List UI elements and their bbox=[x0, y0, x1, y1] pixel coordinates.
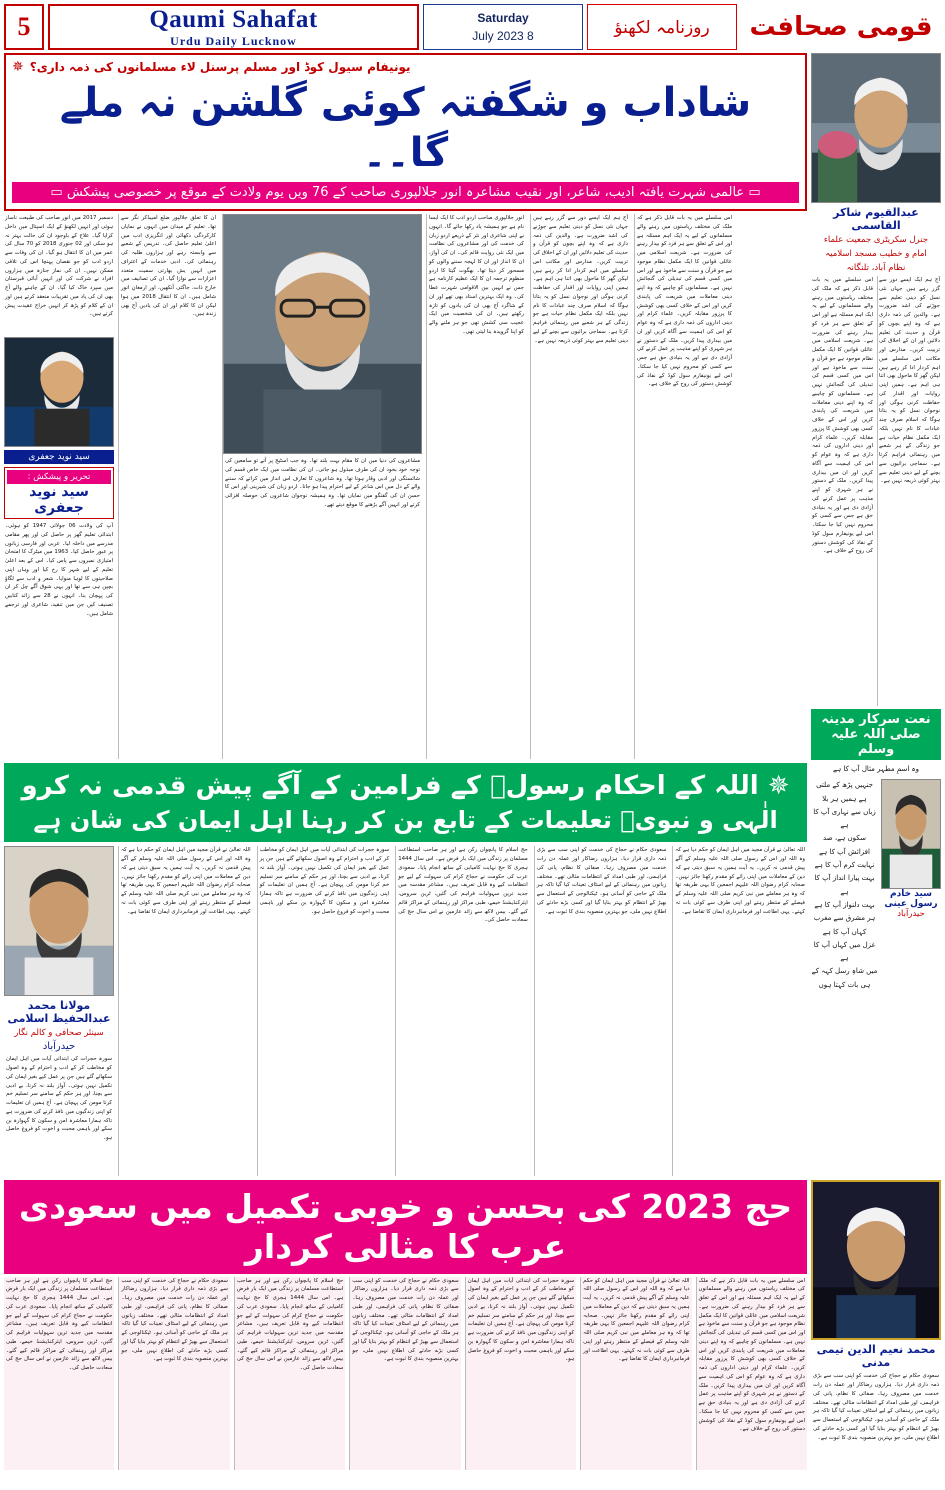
left-rail-text-1: اس سلسلے میں یہ بات قابل ذکر ہے کہ ملک کی مختلف ریاستوں میں رہنے والے مسلمانوں کے لیے یہ ایک اہم مسئلہ ہے اور اس کے تعلق سے ہر فرد کو بیدار رہنے کی ضرورت ہے۔ شریعت اسلامی میں عائلی قوانین کا ایک مکمل نظام موجود ہے جو قرآن و سنت سے ماخوذ ہے اور اس میں کسی قسم کی تبدیلی کی گنجائش نہیں ہے۔ مسلمانوں کو چاہیے کہ وہ اپنے دینی معاملات میں شریعت کی پابندی کریں اور اس کے خلاف کسی بھی کوشش کا پرزور مقابلہ کریں۔ علماء کرام اور دینی اداروں کی ذمہ داری ہے کہ وہ عوام کو اس کی اہمیت سے آگاہ کریں اور ان میں بیداری پیدا کریں۔ ملک کے دستور نے ہر شہری کو اپنے مذہب پر عمل کرنے کی آزادی دی ہے اور یہ بنیادی حق ہے جس سے کسی کو محروم نہیں کیا جا سکتا۔ اس لیے یونیفارم سول کوڈ کے نفاذ کی کوشش دستور کی روح کے خلاف ہے۔ bbox=[812, 277, 873, 555]
author-photo-caption: سید نوید جعفری bbox=[4, 450, 114, 464]
byline-name-hafeez: مولانا محمد عبدالحفیظ اسلامی bbox=[7, 999, 111, 1026]
bottom-col-4: سعودی حکام نے حجاج کی خدمت کو اپنی سب سے بڑی ذمہ داری قرار دیا۔ ہزاروں رضاکار اور عملہ دن رات خدمت میں مصروف رہا۔ صفائی کا نظام، پانی کی فراہمی، اور طبی امداد کے انتظامات مثالی تھے۔ مختلف زبانوں میں رہنمائی کے لیے اسٹاف تعینات کیا گیا تاکہ ہر ملک کے حاجی کو آسانی ہو۔ ٹیکنالوجی کے استعمال سے بھیڑ کے انتظام کو بہتر بنایا گیا اور کسی بڑے حادثے کی اطلاع نہیں ملی، جو بہترین منصوبہ بندی کا ثبوت ہے۔ bbox=[349, 1277, 460, 1471]
byline-line1-shakir: جنرل سکریٹری جمعیت علماء bbox=[823, 235, 929, 245]
paper-name-en: Qaumi Sahafat bbox=[149, 5, 318, 33]
paper-name-ur-small: روزنامہ لکھنؤ bbox=[587, 4, 737, 50]
column-mid-2-text: اللہ تعالیٰ نے قرآن مجید میں اہل ایمان کو حکم دیا ہے کہ وہ اللہ اور اس کے رسول صلی اللہ علیہ وسلم کے آگے پیش قدمی نہ کریں۔ یہ آیت ہمیں یہ سبق دیتی ہے کہ دین کے معاملات میں اپنی رائے کو مقدم رکھنا جائز نہیں۔ صحابہ کرام رضوان اللہ علیہم اجمعین کا یہی طریقہ تھا کہ وہ ہر معاملے میں نبی کریم صلی اللہ علیہ وسلم کے فیصلے کے منتظر رہتے اور اپنی طرف سے کوئی بات نہ کہتے۔ یہی اطاعت اور فرمانبرداری ایمان کا تقاضا ہے۔ bbox=[121, 847, 251, 915]
column-mid-4-text: حج اسلام کا پانچواں رکن ہے اور ہر صاحب استطاعت مسلمان پر زندگی میں ایک بار فرض ہے۔ اس سال 1444 ہجری کا حج نہایت کامیابی کے ساتھ انجام پایا۔ سعودی عرب کی حکومت نے حجاج کرام کی سہولت کے لیے جو انتظامات کیے وہ قابل تعریف ہیں۔ مشاعر مقدسہ میں جدید ترین سہولیات فراہم کی گئیں، ٹرین سروس، ایئرکنڈیشنڈ خیمے، طبی مراکز اور رہنمائی کے مراکز قائم کیے گئے۔ بیس لاکھ سے زائد عازمین نے اس سال حج کی سعادت حاصل کی۔ bbox=[398, 847, 528, 924]
bottom-columns bbox=[4, 1277, 807, 1471]
byline-pink-label: تحریر و پیشکش : bbox=[7, 470, 111, 484]
bottom-banner-headline: حج 2023 کی بحسن و خوبی تکمیل میں سعودی عرب کا مثالی کردار bbox=[4, 1180, 807, 1273]
naat-verse-6: ہر مشرق سے مغرب کہاں آپ کا ہے bbox=[813, 914, 876, 936]
column-5-text: آج ہم ایک ایسے دور سے گزر رہے ہیں جہاں نئی نسل کو دینی تعلیم سے جوڑنے کی اشد ضرورت ہے۔ والدین کی ذمہ داری ہے کہ وہ اپنے بچوں کو قرآن و حدیث کی تعلیم دلائیں اور ان کے اخلاق کی تربیت کریں۔ مدارس اور مکاتب اس سلسلے میں اہم کردار ادا کر رہے ہیں لیکن گھر کا ماحول بھی اتنا ہی اہم ہے۔ ہمیں اپنی روایات اور اقدار کی حفاظت کرنی ہوگی اور نوجوان نسل کو یہ بتانا ہوگا کہ اسلام صرف چند عبادات کا نام نہیں بلکہ ایک مکمل نظام حیات ہے جو زندگی کے ہر شعبے میں رہنمائی فراہم کرتا ہے۔ سماجی برائیوں سے بچنے کے لیے دینی تعلیم سے بہتر کوئی ذریعہ نہیں ہے۔ bbox=[533, 215, 628, 344]
green-banner bbox=[4, 763, 807, 842]
portrait-illustration-5 bbox=[813, 1182, 939, 1338]
portrait-illustration-3 bbox=[812, 54, 940, 202]
naat-body bbox=[811, 779, 941, 992]
lead-headline-block bbox=[4, 53, 807, 211]
column-2 bbox=[118, 214, 218, 759]
byline-line2-shakir: امام و خطیب مسجد اسلامیہ bbox=[825, 249, 927, 259]
naat-title: وہ اسمِ مطہر مثال آپ کا ہے bbox=[832, 765, 920, 773]
column-4 bbox=[426, 214, 526, 759]
column-mid-3 bbox=[257, 846, 392, 1176]
portrait-illustration-4 bbox=[882, 780, 940, 888]
column-middle-author bbox=[4, 846, 114, 1176]
column-5 bbox=[530, 214, 630, 759]
column-2-text: ان کا تعلق جلالپور ضلع امبیڈکر نگر سے تھا۔ تعلیم کے میدان میں انہوں نے نمایاں کارکردگی دکھائی اور انگریزی ادب میں اعلیٰ تعلیم حاصل کی۔ تدریس کے شعبے سے وابستہ رہے اور ہزاروں طلبہ کی رہنمائی کی۔ ادبی خدمات کے اعتراف میں انہیں یش بھارتی سمیت متعدد اعزازات سے نوازا گیا۔ ان کی تصانیف میں خارجِ ذات، جاگتی آنکھیں، اور ارمغانِ انور شامل ہیں۔ ان کا انتقال 2018 میں ہوا لیکن ان کا کلام اور ان کی یادیں آج بھی زندہ ہیں۔ bbox=[121, 215, 216, 318]
green-banner-line1 bbox=[12, 769, 799, 804]
star-icon: ✵ bbox=[12, 59, 24, 75]
green-banner-line1-text: اللہ کے احکام رسولؐ کے فرامین کے آگے پیش قدمی نہ کرو bbox=[21, 771, 759, 801]
naat-verse-5: بہت دلنواز آپ کا ہے bbox=[814, 900, 875, 909]
column-main-text: مشاعروں کی دنیا میں ان کا مقام بہت بلند تھا۔ وہ جب اسٹیج پر آتے تو سامعین کی توجہ خود بخود ان کی طرف مبذول ہو جاتی۔ ان کی نظامت میں ایک خاص قسم کی شائستگی اور ادبی وقار ہوتا تھا۔ وہ شاعروں کا تعارف اس انداز میں کراتے کہ سننے والے کے دل میں اس شاعر کے لیے احترام پیدا ہو جاتا۔ اردو زبان کی شیرینی اور اس کا حسن ان کی گفتگو میں نمایاں تھا۔ وہ ہمیشہ نوجوان شاعروں کی حوصلہ افزائی کرتے اور انہیں آگے بڑھنے کا موقع دیتے تھے۔ bbox=[225, 458, 420, 508]
naat-verse-0: جنہیں پڑھ کے ملتی ہے ہمیں ہر بلا bbox=[816, 781, 873, 803]
byline-line3-shakir: نظام آباد، تلنگانہ bbox=[846, 263, 906, 273]
right-col-text-2: آپ کی ولادت 06 جولائی 1947 کو ہوئی۔ ابتدائی تعلیم گھر پر حاصل کی اور پھر مقامی مدرسے میں داخلہ لیا۔ عربی اور فارسی زبانوں پر عبور حاصل کیا۔ 1963 میں میٹرک کا امتحان امتیازی نمبروں سے پاس کیا۔ اس کے بعد اعلیٰ تعلیم کے لیے شہر کا رخ کیا اور وہاں اپنی صلاحیتوں کا لوہا منوایا۔ شعر و ادب سے لگاؤ بچپن ہی سے تھا اور یہی شوق آگے چل کر ان کی پہچان بنا۔ انہوں نے 28 سے زائد کتابیں تصنیف کیں جن میں تنقید، شاعری اور ترجمے شامل ہیں۔ bbox=[5, 523, 113, 617]
naat-verse-4: بہت پیارا انداز آپ کا ہے bbox=[814, 874, 875, 896]
column-mid-5 bbox=[534, 846, 669, 1176]
top-article-grid bbox=[4, 214, 807, 759]
byline-name-shakir: عبدالقیوم شاکر القاسمی bbox=[833, 206, 919, 232]
byline-box-naved bbox=[4, 467, 114, 519]
byline-name-naeem: محمد نعیم الدین تیمی مدنی bbox=[816, 1343, 936, 1370]
column-mid-6 bbox=[672, 846, 807, 1176]
column-mid-3-text: سورہ حجرات کی ابتدائی آیات میں اہل ایمان کو مخاطب کر کے ادب و احترام کے وہ اصول سکھائے گئے ہیں جن پر عمل کیے بغیر ایمان کی تکمیل نہیں ہوتی۔ آواز بلند نہ کرنا، بے ادبی سے بچنا، اور ہر حکم کے سامنے سر تسلیم خم کرنا مومن کی پہچان ہے۔ آج ہمیں ان تعلیمات کو اپنی زندگیوں میں نافذ کرنے کی ضرورت ہے تاکہ ہمارا معاشرہ امن و سکون کا گہوارہ بن سکے اور باہمی محبت و اخوت کو فروغ حاصل ہو۔ bbox=[259, 847, 390, 915]
column-right-author bbox=[4, 214, 114, 759]
byline-name-khadim: سید خادم رسول عینی bbox=[884, 889, 938, 910]
column-6 bbox=[634, 214, 734, 759]
author-photo-qayyum-shakir bbox=[811, 53, 941, 203]
portrait-illustration-main bbox=[224, 215, 421, 453]
bottom-col-7: اس سلسلے میں یہ بات قابل ذکر ہے کہ ملک کی مختلف ریاستوں میں رہنے والے مسلمانوں کے لیے یہ ایک اہم مسئلہ ہے اور اس کے تعلق سے ہر فرد کو بیدار رہنے کی ضرورت ہے۔ شریعت اسلامی میں عائلی قوانین کا ایک مکمل نظام موجود ہے جو قرآن و سنت سے ماخوذ ہے اور اس میں کسی قسم کی تبدیلی کی گنجائش نہیں ہے۔ مسلمانوں کو چاہیے کہ وہ اپنے دینی معاملات میں شریعت کی پابندی کریں اور اس کے خلاف کسی بھی کوشش کا پرزور مقابلہ کریں۔ علماء کرام اور دینی اداروں کی ذمہ داری ہے کہ وہ عوام کو اس کی اہمیت سے آگاہ کریں اور ان میں بیداری پیدا کریں۔ ملک کے دستور نے ہر شہری کو اپنے مذہب پر عمل کرنے کی آزادی دی ہے اور یہ بنیادی حق ہے جس سے کسی کو محروم نہیں کیا جا سکتا۔ اس لیے یونیفارم سول کوڈ کے نفاذ کی کوشش دستور کی روح کے خلاف ہے۔ bbox=[696, 1277, 807, 1471]
subband-square-icon: ▭ bbox=[748, 185, 761, 200]
lead-kicker-text: یونیفام سیول کوڈ اور مسلم پرسنل لاء مسلمانوں کی ذمہ داری؟ bbox=[29, 60, 411, 74]
mid-author-text: سورہ حجرات کی ابتدائی آیات میں اہل ایمان کو مخاطب کر کے ادب و احترام کے وہ اصول سکھائے گئے ہیں جن پر عمل کیے بغیر ایمان کی تکمیل نہیں ہوتی۔ آواز بلند نہ کرنا، بے ادبی سے بچنا، اور ہر حکم کے سامنے سر تسلیم خم کرنا مومن کی پہچان ہے۔ آج ہمیں ان تعلیمات کو اپنی زندگیوں میں نافذ کرنے کی ضرورت ہے تاکہ ہمارا معاشرہ امن و سکون کا گہوارہ بن سکے اور باہمی محبت و اخوت کو فروغ حاصل ہو۔ bbox=[6, 1056, 112, 1142]
lead-subband bbox=[12, 182, 799, 203]
author-photo-khadim-rasool bbox=[881, 779, 941, 889]
paper-name-ur: قومی صحافت bbox=[749, 12, 933, 42]
paper-sub-en: Urdu Daily Lucknow bbox=[170, 33, 297, 48]
main-photo-anwar-jalalpuri bbox=[223, 214, 422, 454]
column-mid-6-text: اللہ تعالیٰ نے قرآن مجید میں اہل ایمان کو حکم دیا ہے کہ وہ اللہ اور اس کے رسول صلی اللہ علیہ وسلم کے آگے پیش قدمی نہ کریں۔ یہ آیت ہمیں یہ سبق دیتی ہے کہ دین کے معاملات میں اپنی رائے کو مقدم رکھنا جائز نہیں۔ صحابہ کرام رضوان اللہ علیہم اجمعین کا یہی طریقہ تھا کہ وہ ہر معاملے میں نبی کریم صلی اللہ علیہ وسلم کے فیصلے کے منتظر رہتے اور اپنی طرف سے کوئی بات نہ کہتے۔ یہی اطاعت اور فرمانبرداری ایمان کا تقاضا ہے۔ bbox=[675, 847, 805, 915]
byline-city-hafeez: حیدرآباد bbox=[42, 1041, 76, 1053]
subband-square-icon-2: ▭ bbox=[50, 185, 63, 200]
naat-verse-1: زباں سے نہاری آپ کا ہے bbox=[813, 807, 876, 830]
left-rail-text-2: آج ہم ایک ایسے دور سے گزر رہے ہیں جہاں نئی نسل کو دینی تعلیم سے جوڑنے کی اشد ضرورت ہے۔ والدین کی ذمہ داری ہے کہ وہ اپنے بچوں کو قرآن و حدیث کی تعلیم دلائیں اور ان کے اخلاق کی تربیت کریں۔ مدارس اور مکاتب اس سلسلے میں اہم کردار ادا کر رہے ہیں لیکن گھر کا ماحول بھی اتنا ہی اہم ہے۔ ہمیں اپنی روایات اور اقدار کی حفاظت کرنی ہوگی اور نوجوان نسل کو یہ بتانا ہوگا کہ اسلام صرف چند عبادات کا نام نہیں بلکہ ایک مکمل نظام حیات ہے جو زندگی کے ہر شعبے میں رہنمائی فراہم کرتا ہے۔ سماجی برائیوں سے بچنے کے لیے دینی تعلیم سے بہتر کوئی ذریعہ نہیں ہے۔ bbox=[877, 276, 941, 706]
column-main-photo bbox=[222, 214, 422, 759]
byline-role-hafeez: سینئر صحافی و کالم نگار bbox=[14, 1028, 104, 1039]
bottom-col-2: سعودی حکام نے حجاج کی خدمت کو اپنی سب سے بڑی ذمہ داری قرار دیا۔ ہزاروں رضاکار اور عملہ دن رات خدمت میں مصروف رہا۔ صفائی کا نظام، پانی کی فراہمی، اور طبی امداد کے انتظامات مثالی تھے۔ مختلف زبانوں میں رہنمائی کے لیے اسٹاف تعینات کیا گیا تاکہ ہر ملک کے حاجی کو آسانی ہو۔ ٹیکنالوجی کے استعمال سے بھیڑ کے انتظام کو بہتر بنایا گیا اور کسی بڑے حادثے کی اطلاع نہیں ملی، جو بہترین منصوبہ بندی کا ثبوت ہے۔ bbox=[118, 1277, 229, 1471]
author-photo-naeemuddin bbox=[811, 1180, 941, 1340]
page-number: 5 bbox=[4, 4, 44, 50]
byline-name-naved: سید نوید جعفری bbox=[29, 484, 89, 516]
bottom-author-rail bbox=[811, 1180, 941, 1470]
author-photo-abdul-hafeez bbox=[4, 846, 114, 996]
column-6-text: اس سلسلے میں یہ بات قابل ذکر ہے کہ ملک کی مختلف ریاستوں میں رہنے والے مسلمانوں کے لیے یہ ایک اہم مسئلہ ہے اور اس کے تعلق سے ہر فرد کو بیدار رہنے کی ضرورت ہے۔ شریعت اسلامی میں عائلی قوانین کا ایک مکمل نظام موجود ہے جو قرآن و سنت سے ماخوذ ہے اور اس میں کسی قسم کی تبدیلی کی گنجائش نہیں ہے۔ مسلمانوں کو چاہیے کہ وہ اپنے دینی معاملات میں شریعت کی پابندی کریں اور اس کے خلاف کسی بھی کوشش کا پرزور مقابلہ کریں۔ علماء کرام اور دینی اداروں کی ذمہ داری ہے کہ وہ عوام کو اس کی اہمیت سے آگاہ کریں اور ان میں بیداری پیدا کریں۔ ملک کے دستور نے ہر شہری کو اپنے مذہب پر عمل کرنے کی آزادی دی ہے اور یہ بنیادی حق ہے جس سے کسی کو محروم نہیں کیا جا سکتا۔ اس لیے یونیفارم سول کوڈ کے نفاذ کی کوشش دستور کی روح کے خلاف ہے۔ bbox=[637, 215, 732, 388]
bottom-col-1: حج اسلام کا پانچواں رکن ہے اور ہر صاحب استطاعت مسلمان پر زندگی میں ایک بار فرض ہے۔ اس سال 1444 ہجری کا حج نہایت کامیابی کے ساتھ انجام پایا۔ سعودی عرب کی حکومت نے حجاج کرام کی سہولت کے لیے جو انتظامات کیے وہ قابل تعریف ہیں۔ مشاعر مقدسہ میں جدید ترین سہولیات فراہم کی گئیں، ٹرین سروس، ایئرکنڈیشنڈ خیمے، طبی مراکز اور رہنمائی کے مراکز قائم کیے گئے۔ بیس لاکھ سے زائد عازمین نے اس سال حج کی سعادت حاصل کی۔ bbox=[4, 1277, 114, 1471]
lead-subband-text: عالمی شہرت یافتہ ادیب، شاعر، اور نقیب مشاعرہ انور جلالپوری صاحب کے 76 ویں یوم ولادت کے موقع پر خصوصی پیشکش bbox=[66, 185, 745, 200]
column-mid-5-text: سعودی حکام نے حجاج کی خدمت کو اپنی سب سے بڑی ذمہ داری قرار دیا۔ ہزاروں رضاکار اور عملہ دن رات خدمت میں مصروف رہا۔ صفائی کا نظام، پانی کی فراہمی، اور طبی امداد کے انتظامات مثالی تھے۔ مختلف زبانوں میں رہنمائی کے لیے اسٹاف تعینات کیا گیا تاکہ ہر ملک کے حاجی کو آسانی ہو۔ ٹیکنالوجی کے استعمال سے بھیڑ کے انتظام کو بہتر بنایا گیا اور کسی بڑے حادثے کی اطلاع نہیں ملی، جو بہترین منصوبہ بندی کا ثبوت ہے۔ bbox=[536, 847, 667, 915]
right-col-text-1: دسمبر 2017 میں انور صاحب کی طبیعت ناساز ہوئی اور انہیں لکھنؤ کے ایک اسپتال میں داخل کرایا گیا۔ علاج کے باوجود ان کی حالت بہتر نہ ہو سکی اور 02 جنوری 2018 کو 70 سال کی عمر میں ان کا انتقال ہو گیا۔ ان کی وفات سے اردو ادب کو جو نقصان پہنچا اس کی تلافی ممکن نہیں۔ ان کی نماز جنازہ میں ہزاروں افراد نے شرکت کی اور انہیں آبائی قبرستان میں سپرد خاک کیا گیا۔ ان کے چاہنے والے آج بھی ان کی یاد میں تقریبات منعقد کرتے ہیں اور ان کے کلام کو پڑھ کر انہیں خراج عقیدت پیش کرتے ہیں۔ bbox=[5, 215, 113, 318]
green-banner-line2: الٰہی و نبویؐ تعلیمات کے تابع بن کر رہنا اہل ایمان کی شان ہے bbox=[33, 806, 778, 835]
lead-kicker bbox=[12, 59, 799, 75]
column-4-text: انور جلالپوری صاحب اردو ادب کا ایک ایسا نام ہے جو ہمیشہ یاد رکھا جائے گا۔ انہوں نے اپنی شاعری اور نثر کے ذریعے اردو زبان کی خدمت کی اور مشاعروں کی نظامت میں ایک نئی روایت قائم کی۔ ان کی آواز، ان کا انداز اور ان کا لہجہ سننے والوں کو مسحور کر دیتا تھا۔ بھگوت گیتا کا اردو منظوم ترجمہ ان کا ایک عظیم کارنامہ ہے جس نے انہیں بین الاقوامی شہرت عطا کی۔ وہ ایک بہترین استاد بھی تھے اور ان کے شاگرد آج بھی ان کی یادوں کو تازہ رکھتے ہیں۔ ان کی شخصیت میں ایک عجیب سی کشش تھی جو ہر ملنے والے کو اپنا گرویدہ بنا لیتی تھی۔ bbox=[429, 215, 524, 335]
column-mid-2 bbox=[118, 846, 253, 1176]
portrait-illustration-2 bbox=[5, 847, 113, 995]
date-full: 8 July 2023 bbox=[472, 29, 534, 43]
bottom-col-6: اللہ تعالیٰ نے قرآن مجید میں اہل ایمان کو حکم دیا ہے کہ وہ اللہ اور اس کے رسول صلی اللہ علیہ وسلم کے آگے پیش قدمی نہ کریں۔ یہ آیت ہمیں یہ سبق دیتی ہے کہ دین کے معاملات میں اپنی رائے کو مقدم رکھنا جائز نہیں۔ صحابہ کرام رضوان اللہ علیہم اجمعین کا یہی طریقہ تھا کہ وہ ہر معاملے میں نبی کریم صلی اللہ علیہ وسلم کے فیصلے کے منتظر رہتے اور اپنی طرف سے کوئی بات نہ کہتے۔ یہی اطاعت اور فرمانبرداری ایمان کا تقاضا ہے۔ bbox=[580, 1277, 691, 1471]
naat-verse-7: غزل میں کہاں آپ کا ہے bbox=[813, 940, 876, 963]
naat-verse-3: نہایت کرم آپ کا ہے bbox=[814, 861, 875, 870]
lead-headline: شاداب و شگفتہ کوئی گلشن نہ ملے گا۔۔ bbox=[59, 80, 752, 176]
date-day: Saturday bbox=[477, 11, 529, 25]
naat-heading: نعت سرکار مدینہ صلی اللہ علیہ وسلم bbox=[811, 709, 941, 760]
author-photo-naved bbox=[4, 337, 114, 447]
column-mid-4 bbox=[395, 846, 530, 1176]
paper-title-en bbox=[48, 4, 419, 50]
left-rail bbox=[811, 53, 941, 1176]
naat-verse-2: سکوں ہے، صد افزائش آپ کا ہے bbox=[819, 834, 870, 856]
left-rail-text-cols bbox=[811, 276, 941, 706]
byline-city-khadim: حیدرآباد bbox=[897, 909, 925, 920]
bottom-author-text: سعودی حکام نے حجاج کی خدمت کو اپنی سب سے بڑی ذمہ داری قرار دیا۔ ہزاروں رضاکار اور عملہ دن رات خدمت میں مصروف رہا۔ صفائی کا نظام، پانی کی فراہمی، اور طبی امداد کے انتظامات مثالی تھے۔ مختلف زبانوں میں رہنمائی کے لیے اسٹاف تعینات کیا گیا تاکہ ہر ملک کے حاجی کو آسانی ہو۔ ٹیکنالوجی کے استعمال سے بھیڑ کے انتظام کو بہتر بنایا گیا اور کسی بڑے حادثے کی اطلاع نہیں ملی، جو بہترین منصوبہ بندی کا ثبوت ہے۔ bbox=[813, 1373, 939, 1441]
middle-article-grid bbox=[4, 846, 807, 1176]
portrait-illustration bbox=[5, 338, 113, 446]
naat-verse-8: میں شاہِ رسل کہہ کے ہی بات کہتا ہوں bbox=[811, 967, 878, 989]
bottom-col-3: حج اسلام کا پانچواں رکن ہے اور ہر صاحب استطاعت مسلمان پر زندگی میں ایک بار فرض ہے۔ اس سال 1444 ہجری کا حج نہایت کامیابی کے ساتھ انجام پایا۔ سعودی عرب کی حکومت نے حجاج کرام کی سہولت کے لیے جو انتظامات کیے وہ قابل تعریف ہیں۔ مشاعر مقدسہ میں جدید ترین سہولیات فراہم کی گئیں، ٹرین سروس، ایئرکنڈیشنڈ خیمے، طبی مراکز اور رہنمائی کے مراکز قائم کیے گئے۔ بیس لاکھ سے زائد عازمین نے اس سال حج کی سعادت حاصل کی۔ bbox=[234, 1277, 345, 1471]
star-icon-green: ✵ bbox=[767, 771, 790, 801]
masthead bbox=[4, 4, 941, 50]
publication-date bbox=[423, 4, 583, 50]
bottom-col-5: سورہ حجرات کی ابتدائی آیات میں اہل ایمان کو مخاطب کر کے ادب و احترام کے وہ اصول سکھائے گئے ہیں جن پر عمل کیے بغیر ایمان کی تکمیل نہیں ہوتی۔ آواز بلند نہ کرنا، بے ادبی سے بچنا، اور ہر حکم کے سامنے سر تسلیم خم کرنا مومن کی پہچان ہے۔ آج ہمیں ان تعلیمات کو اپنی زندگیوں میں نافذ کرنے کی ضرورت ہے تاکہ ہمارا معاشرہ امن و سکون کا گہوارہ بن سکے اور باہمی محبت و اخوت کو فروغ حاصل ہو۔ bbox=[465, 1277, 576, 1471]
bottom-section bbox=[4, 1180, 941, 1470]
